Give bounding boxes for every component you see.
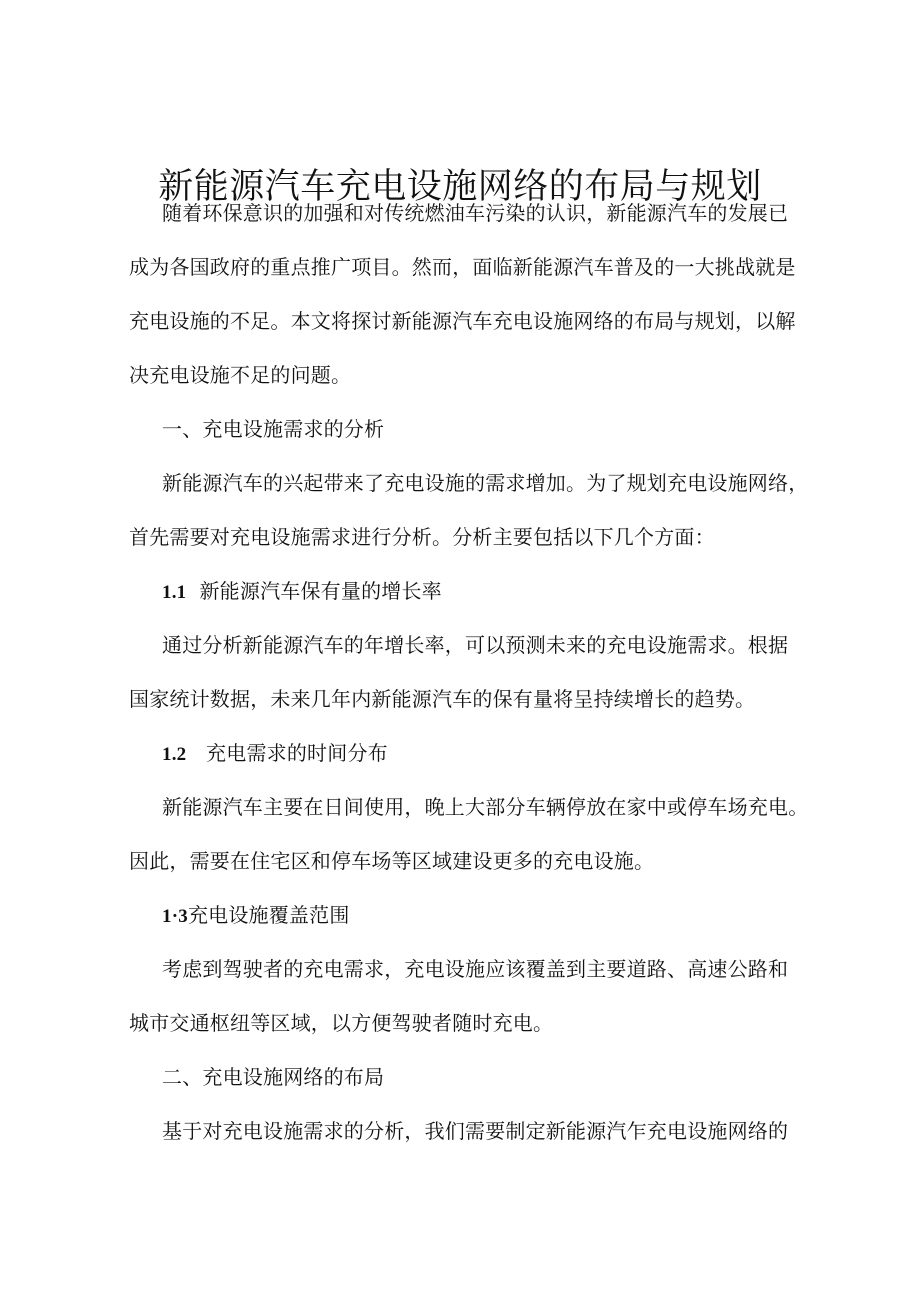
subsection-title: 充电需求的时间分布 (206, 741, 388, 765)
subsection-1-3-line-1: 考虑到驾驶者的充电需求，充电设施应该覆盖到主要道路、高速公路和 (162, 957, 789, 981)
subsection-1-1-heading (162, 577, 442, 607)
section-1-heading: 一、充电设施需求的分析 (162, 417, 385, 441)
subsection-number: 1.1 (162, 582, 187, 603)
subsection-title: 新能源汽车保有量的增长率 (199, 579, 442, 603)
document-title: 新能源汽车充电设施网络的布局与规划 (158, 167, 762, 207)
intro-line-1: 随着环保意识的加强和对传统燃油车污染的认识，新能源汽车的发展已 (162, 201, 789, 225)
subsection-1-2-line-2: 因此，需要在住宅区和停车场等区域建设更多的充电设施。 (129, 849, 655, 873)
intro-line-2: 成为各国政府的重点推广项目。然而，面临新能源汽车普及的一大挑战就是 (129, 255, 796, 279)
subsection-number: 1.2 (162, 744, 187, 765)
subsection-1-1-line-1: 通过分析新能源汽车的年增长率，可以预测未来的充电设施需求。根据 (162, 633, 789, 657)
section-2-body-line-1: 基于对充电设施需求的分析，我们需要制定新能源汽乍充电设施网络的 (162, 1119, 789, 1143)
subsection-title: 充电设施覆盖范围 (187, 903, 350, 927)
intro-line-3: 充电设施的不足。本文将探讨新能源汽车充电设施网络的布局与规划，以解 (129, 309, 796, 333)
section-1-body-line-1: 新能源汽车的兴起带来了充电设施的需求增加。为了规划充电设施网络， (162, 471, 809, 495)
subsection-1-1-line-2: 国家统计数据，未来几年内新能源汽车的保有量将呈持续增长的趋势。 (129, 687, 756, 711)
subsection-1-2-line-1: 新能源汽车主要在日间使用，晚上大部分车辆停放在家中或停车场充电。 (162, 795, 809, 819)
subsection-1-3-line-2: 城市交通枢纽等区域，以方便驾驶者随时充电。 (129, 1011, 554, 1035)
intro-line-4: 决充电设施不足的问题。 (129, 363, 352, 387)
subsection-number: 1·3 (162, 906, 188, 927)
section-2-heading: 二、充电设施网络的布局 (162, 1065, 385, 1089)
section-1-body-line-2: 首先需要对充电设施需求进行分析。分析主要包括以下几个方面： (129, 525, 715, 549)
subsection-1-2-heading (162, 739, 388, 769)
subsection-1-3-heading (162, 901, 350, 931)
